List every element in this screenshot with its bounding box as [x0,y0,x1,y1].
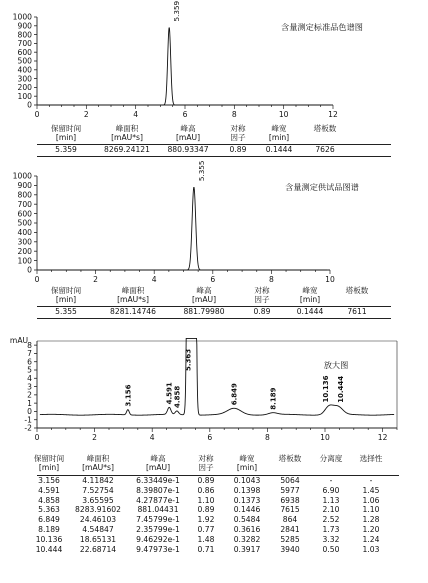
panel-2-y-tick-label: 300 [17,237,32,247]
table-cell: 7.45799e-1 [136,515,180,525]
table-cell: 18.65131 [79,534,117,544]
table-cell: 3.32 [322,534,340,544]
panel-3-peak-label: 4.591 [165,382,174,405]
table-cell: 22.68714 [79,544,117,554]
table-cell: 6938 [280,495,300,505]
table-header-cell: 塔板数 [278,454,302,463]
table-header-cell: 保留时间 [50,124,82,133]
panel-3-peak-label: 4.858 [173,385,182,408]
table-cell: 0.89 [229,145,247,154]
table-header-cell: 保留时间 [50,286,82,295]
panel-1-y-tick-label: 100 [17,91,32,101]
panel-3-x-tick-label: 0 [34,433,40,442]
panel-3-y-tick-label: 6 [27,357,32,367]
table-cell: 0.89 [253,307,271,316]
panel-1-x-tick-label: 10 [278,110,289,119]
panel-3-x-tick-label: 8 [264,433,270,442]
panel-2-x-tick-label: 2 [93,275,99,284]
panel-3-y-tick-label: 1 [27,398,32,408]
table-cell: 1.28 [362,515,380,525]
table-cell: 4.591 [38,485,60,495]
table-cell: 9.46292e-1 [136,534,180,544]
table-cell: 1.45 [362,485,380,495]
table-cell: 6.90 [322,485,340,495]
table-cell: - [329,476,333,485]
table-cell: 1.03 [362,544,380,554]
table-cell: 2.52 [322,515,340,525]
panel-3-y-tick-label: 8 [27,340,32,350]
table-cell: 1.92 [197,515,215,525]
panel-1-peak-label: 5.359 [172,0,182,22]
table-cell: 2841 [280,525,300,534]
table-cell: 5977 [280,485,300,495]
panel-2-trace [40,187,327,270]
panel-2-y-tick-label: 400 [17,228,32,238]
table-cell: 10.444 [35,544,63,554]
panel-1-y-tick-label: 800 [17,30,32,40]
table-header-cell: 峰高 [150,454,166,463]
table-cell: 1.10 [197,495,215,505]
panel-3-peak-label: 3.156 [124,384,133,407]
panel-1-y-tick-label: 700 [17,39,32,49]
table-header-cell: 峰宽 [302,286,318,295]
table-cell: 1.20 [362,525,380,534]
panel-2-x-tick-label: 8 [268,275,274,284]
table-cell: 881.04431 [137,505,179,515]
table-cell: 3940 [280,544,300,554]
panel-1-x-tick-label: 2 [83,110,89,119]
table-bottom-divider [37,156,391,157]
table-header-cell: [mAU*s] [111,132,143,142]
table-header-cell: [min] [55,294,77,304]
panel-3-peak-label: 6.849 [230,383,239,406]
panel-1-y-tick-label: 400 [17,65,32,75]
panel-1-x-tick-label: 8 [231,110,237,119]
table-cell: 0.3616 [233,525,261,534]
table-cell: 1.73 [322,525,340,534]
table-header-cell: 分离度 [319,454,343,463]
table-cell: 0.1373 [233,495,261,505]
panel-2-x-tick-label: 10 [325,275,335,284]
table-cell: 0.77 [197,525,215,534]
panel-2-y-tick-label: 600 [17,209,32,219]
panel-1-x-tick-label: 12 [328,110,338,119]
table-header-cell: [min] [55,132,77,142]
panel-2-y-tick-label: 200 [17,246,32,256]
panel-3-y-tick-label: -1 [24,415,32,425]
table-cell: 8269.24121 [104,145,150,154]
panel-2-x-tick-label: 4 [151,275,157,284]
table-cell: 0.86 [197,485,215,495]
table-cell: 0.1444 [296,307,324,316]
panel-1-title: 含量测定标准品色谱图 [281,22,363,32]
panel-3-y-tick-label: 5 [27,365,32,375]
panel-1-x-tick-label: 4 [133,110,139,119]
table-cell: 881.79980 [183,307,225,316]
table-cell: 6.33449e-1 [136,476,180,485]
panel-2-title: 含量测定供试品图谱 [285,182,359,192]
table-cell: 7615 [280,505,300,515]
table-header-cell: [mAU*s] [117,294,149,304]
table-cell: 8.189 [38,525,60,534]
table-cell: 0.1446 [233,505,261,515]
panel-3-x-tick-label: 2 [92,433,98,442]
table-cell: 1.48 [197,534,215,544]
table-cell: 4.27877e-1 [136,495,180,505]
panel-3-y-tick-label: 0 [27,407,32,417]
table-cell: 0.89 [197,476,215,485]
table-cell: 24.46103 [79,515,117,525]
table-cell: 0.89 [197,505,215,515]
table-header-cell: 选择性 [359,454,383,463]
panel-2-x-tick-label: 0 [34,275,40,284]
panel-1-y-tick-label: 0 [27,100,32,110]
table-header-cell: 峰面积 [86,454,110,463]
table-header-cell: 峰宽 [239,454,255,463]
table-header-cell: 对称 [198,454,214,463]
table-cell: 7626 [315,145,335,154]
panel-3-x-tick-label: 4 [149,433,155,442]
table-cell: 5064 [280,476,300,485]
table-cell: 0.5484 [233,515,261,525]
table-cell: 4.11842 [82,476,114,485]
panel-3-peak-label: 10.444 [336,375,345,403]
panel-3-y-tick-label: -2 [24,423,32,433]
panel-2-x-tick-label: 6 [210,275,216,284]
table-cell: 7611 [347,307,367,316]
table-cell: 8.39807e-1 [136,485,180,495]
table-cell: 5.359 [55,145,77,154]
panel-3-peak-label: 8.189 [269,387,278,410]
table-cell: 0.1444 [265,145,293,154]
panel-2-y-tick-label: 500 [17,218,32,228]
table-cell: 1.10 [362,505,380,515]
panel-2-y-tick-label: 100 [17,256,32,266]
table-header-cell: [mAU] [175,132,201,142]
table-cell: 0.3282 [233,534,261,544]
table-header-cell: [min] [38,462,60,472]
table-cell: 5.355 [55,307,77,316]
panel-3-peak-label: 5.363 [184,348,193,371]
panel-2-y-tick-label: 800 [17,190,32,200]
table-cell: 4.54847 [82,525,114,534]
table-cell: 0.50 [322,544,340,554]
panel-3-peak-label: 10.136 [321,375,330,403]
table-cell: 864 [282,515,298,525]
table-cell: 880.93347 [167,145,209,154]
table-header-cell: 塔板数 [345,286,369,295]
panel-1-y-tick-label: 500 [17,56,32,66]
panel-1-y-tick-label: 900 [17,21,32,31]
table-cell: 10.136 [35,534,63,544]
panel-1-y-tick-label: 600 [17,47,32,57]
table-cell: 2.10 [322,505,340,515]
table-header-cell: 峰面积 [115,124,139,133]
table-cell: 0.1398 [233,485,261,495]
table-cell: 1.24 [362,534,380,544]
table-cell: 0.3917 [233,544,261,554]
table-header-cell: [min] [299,294,321,304]
table-header-cell: [mAU] [191,294,217,304]
table-cell: 6.849 [38,515,60,525]
table-header-cell: 因子 [230,132,246,142]
table-cell: 3.65595 [82,495,114,505]
table-header-cell: 因子 [198,462,214,472]
table-cell: 9.47973e-1 [136,544,180,554]
table-header-cell: [min] [268,132,290,142]
panel-3-y-tick-label: 2 [27,390,32,400]
table-header-cell: 峰宽 [271,124,287,133]
panel-3-y-tick-label: 3 [27,382,32,392]
table-header-divider [37,144,391,145]
table-header-cell: 对称 [230,124,246,133]
table-cell: 0.71 [197,544,215,554]
panel-1-y-tick-label: 300 [17,74,32,84]
table-header-cell: [min] [236,462,258,472]
panel-1-trace [39,27,330,105]
table-header-cell: 峰高 [196,286,212,295]
table-header-cell: 因子 [254,294,270,304]
panel-2-y-tick-label: 700 [17,199,32,209]
table-header-cell: 峰面积 [121,286,145,295]
panel-2-peak-label: 5.355 [196,160,206,182]
table-cell: 2.35799e-1 [136,525,180,534]
table-cell: 1.06 [362,495,380,505]
table-header-cell: 峰高 [180,124,196,133]
panel-3-y-tick-label: 7 [27,349,32,359]
table-cell: 8281.14746 [110,307,156,316]
table-bottom-divider [37,318,391,319]
table-cell: 3.156 [38,476,60,485]
panel-2-y-tick-label: 900 [17,181,32,191]
table-cell: 5285 [280,534,300,544]
panel-1-x-tick-label: 0 [34,110,40,119]
panel-1-x-tick-label: 6 [182,110,188,119]
table-header-cell: 塔板数 [313,124,337,133]
panel-3-y-unit: mAU [9,336,29,345]
table-header-cell: [mAU] [145,462,171,472]
table-header-cell: [mAU*s] [82,462,114,472]
panel-3-x-tick-label: 6 [207,433,213,442]
panel-1-y-tick-label: 200 [17,83,32,93]
table-cell: 7.52754 [82,485,114,495]
table-cell: 5.363 [38,505,60,515]
table-cell: 4.858 [38,495,60,505]
table-header-cell: 保留时间 [33,454,65,463]
panel-2-y-tick-label: 1000 [12,171,32,181]
table-cell: 1.13 [322,495,340,505]
panel-2-y-tick-label: 0 [27,265,32,275]
table-cell: 8283.91602 [75,505,121,515]
table-cell: 0.1043 [233,476,261,485]
panel-3-x-tick-label: 12 [377,433,388,442]
table-cell: - [369,476,373,485]
panel-1-y-tick-label: 1000 [12,12,32,22]
panel-3-y-tick-label: 4 [27,373,32,383]
table-header-cell: 对称 [254,286,270,295]
panel-3-x-tick-label: 10 [320,433,330,442]
panel-3-title: 放大图 [323,360,349,370]
